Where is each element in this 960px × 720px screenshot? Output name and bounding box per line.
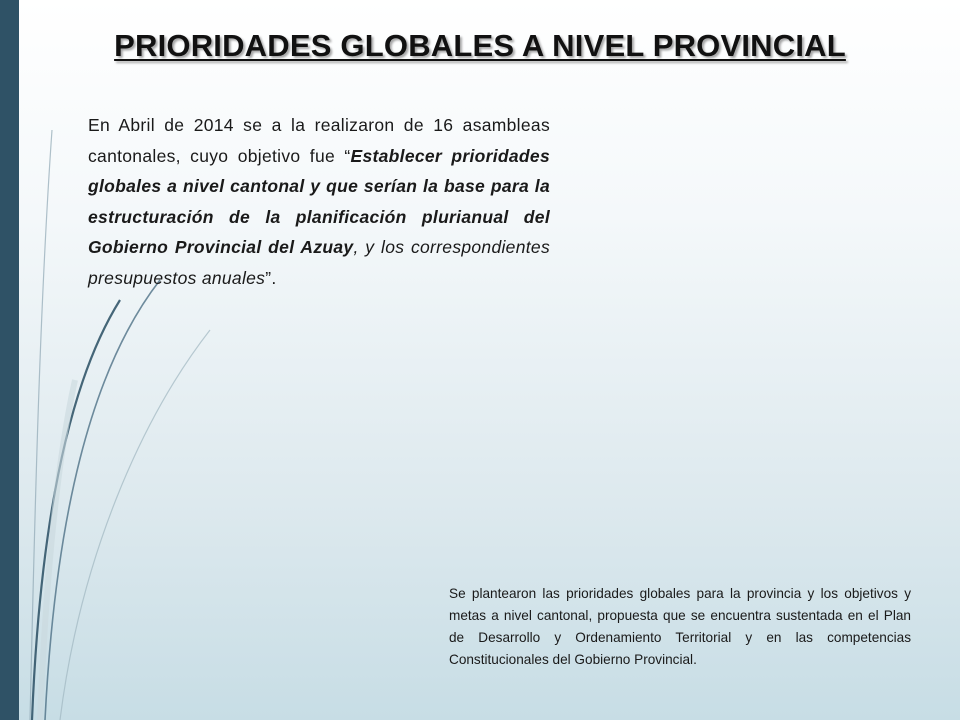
intro-text-end: ”. <box>265 267 277 288</box>
swoosh-line <box>60 330 210 720</box>
intro-text-start: En Abril de 2014 se a la realizaron de 16 asambleas cantonales, cuyo objetivo fue “ <box>88 115 550 166</box>
intro-text-italic: , y los correspondientes presupuestos anuales <box>88 237 550 288</box>
intro-emphasis: Establecer prioridades globales a nivel cantonal y que serían la base para la estructuración de la planificación plurianual del Gobierno Provincial del Azuay <box>88 145 550 258</box>
intro-paragraph <box>88 110 550 294</box>
swoosh-line <box>45 280 160 720</box>
slide-title: PRIORIDADES GLOBALES A NIVEL PROVINCIAL <box>114 28 846 63</box>
decorative-swooshes <box>0 0 260 720</box>
note-paragraph: Se plantearon las prioridades globales para la provincia y los objetivos y metas a nivel cantonal, propuesta que se encuentra sustentada en el Plan de Desarrollo y Ordenamiento Territorial y en las competencias Constitucionales del Gobierno Provincial. <box>449 586 911 667</box>
swoosh-line <box>30 130 52 720</box>
